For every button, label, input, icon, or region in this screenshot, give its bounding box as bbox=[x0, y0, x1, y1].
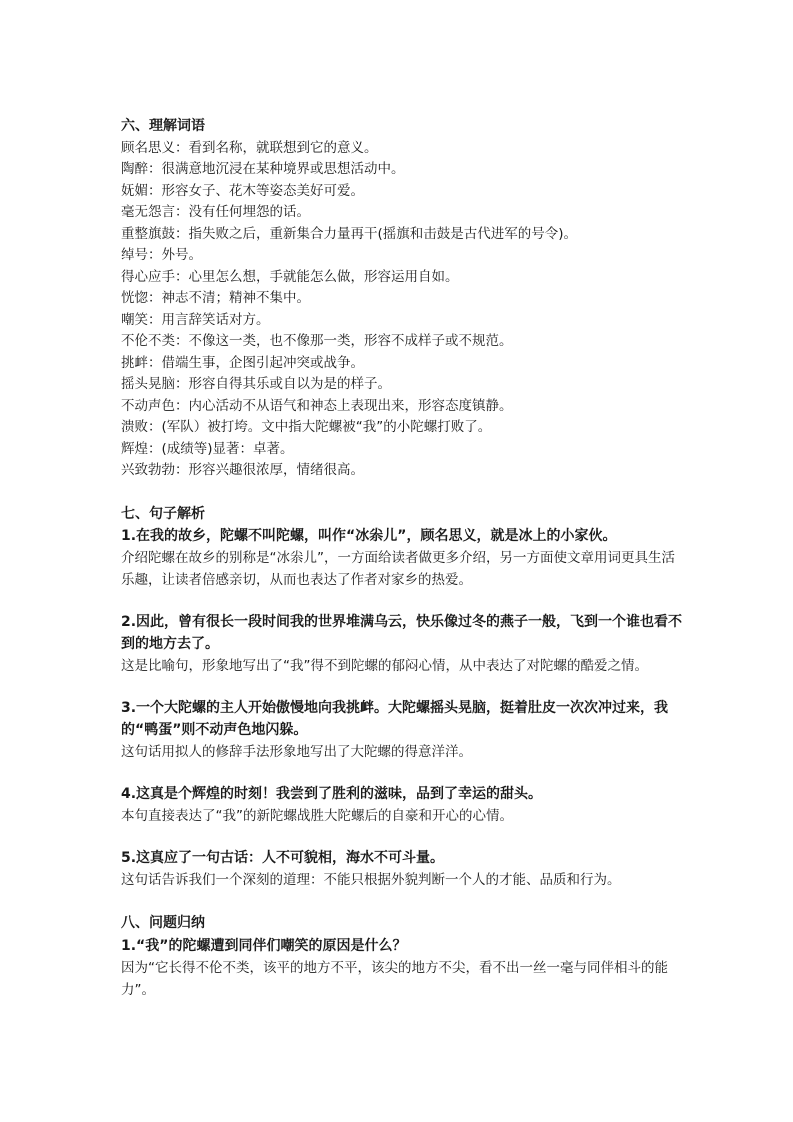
sentence-question: 3.一个大陀螺的主人开始傲慢地向我挑衅。大陀螺摇头晃脑，挺着肚皮一次次冲过来，我的“鸭蛋”则不动声色地闪躲。 bbox=[121, 700, 669, 738]
spacer bbox=[121, 677, 683, 697]
vocab-item: 兴致勃勃：形容兴趣很浓厚，情绪很高。 bbox=[121, 462, 364, 478]
spacer bbox=[121, 827, 683, 847]
spacer bbox=[121, 591, 683, 611]
vocab-item: 不伦不类：不像这一类，也不像那一类，形容不成样子或不规范。 bbox=[121, 333, 513, 349]
section-heading: 六、理解词语 bbox=[121, 118, 205, 134]
section-heading: 八、问题归纳 bbox=[121, 915, 205, 931]
section-vocabulary bbox=[121, 116, 683, 482]
vocab-item: 顾名思义：看到名称，就联想到它的意义。 bbox=[121, 139, 378, 156]
section-heading: 七、句子解析 bbox=[121, 505, 205, 522]
summary-answer: 因为“它长得不伦不类，该平的地方不平，该尖的地方不尖，看不出一丝一毫与同伴相斗的能力”。 bbox=[121, 959, 668, 998]
vocab-item: 毫无怨言：没有任何埋怨的话。 bbox=[121, 204, 310, 220]
vocab-item: 辉煌：(成绩等)显著：卓著。 bbox=[121, 440, 294, 457]
vocab-item: 溃败：(军队）被打垮。文中指大陀螺被“我”的小陀螺打败了。 bbox=[121, 419, 492, 435]
vocab-item: 妩媚：形容女子、花木等姿态美好可爱。 bbox=[121, 182, 364, 199]
sentence-answer: 本句直接表达了“我”的新陀螺战胜大陀螺后的自豪和开心的心情。 bbox=[121, 808, 513, 824]
sentence-question: 5.这真应了一句古话：人不可貌相，海水不可斗量。 bbox=[121, 850, 445, 866]
spacer bbox=[121, 891, 683, 913]
sentence-question: 1.在我的故乡，陀螺不叫陀螺，叫作“冰尜儿”，顾名思义，就是冰上的小家伙。 bbox=[121, 528, 617, 544]
sentence-answer: 这是比喻句，形象地写出了“我”得不到陀螺的郁闷心情，从中表达了对陀螺的酷爱之情。 bbox=[121, 658, 648, 674]
vocab-item: 嘲笑：用言辞笑话对方。 bbox=[121, 311, 270, 328]
spacer bbox=[121, 763, 683, 783]
summary-question: 1.“我”的陀螺遭到同伴们嘲笑的原因是什么？ bbox=[121, 937, 407, 954]
section-question-summary bbox=[121, 913, 683, 1001]
sentence-question: 2.因此，曾有很长一段时间我的世界堆满乌云，快乐像过冬的燕子一般，飞到一个谁也看不到的地方去了。 bbox=[121, 614, 683, 652]
vocab-item: 恍惚：神志不清；精神不集中。 bbox=[121, 290, 310, 306]
sentence-answer: 介绍陀螺在故乡的别称是“冰尜儿”，一方面给读者做更多介绍，另一方面使文章用词更具生活乐趣，让读者倍感亲切，从而也表达了作者对家乡的热爱。 bbox=[121, 550, 675, 588]
section-sentence-analysis bbox=[121, 504, 683, 892]
vocab-item: 得心应手：心里怎么想，手就能怎么做，形容运用自如。 bbox=[121, 268, 459, 285]
vocab-item: 挑衅：借端生事，企图引起冲突或战争。 bbox=[121, 354, 364, 371]
vocab-item: 重整旗鼓：指失败之后，重新集合力量再干(摇旗和击鼓是古代进军的号令)。 bbox=[121, 225, 578, 242]
vocab-item: 摇头晃脑：形容自得其乐或自以为是的样子。 bbox=[121, 376, 391, 392]
vocab-item: 陶醉：很满意地沉浸在某种境界或思想活动中。 bbox=[121, 161, 405, 177]
sentence-question: 4.这真是个辉煌的时刻！我尝到了胜利的滋味，品到了幸运的甜头。 bbox=[121, 786, 543, 802]
vocab-item: 不动声色：内心活动不从语气和神态上表现出来，形容态度镇静。 bbox=[121, 397, 513, 414]
sentence-answer: 这句话用拟人的修辞手法形象地写出了大陀螺的得意洋洋。 bbox=[121, 744, 472, 760]
sentence-answer: 这句话告诉我们一个深刻的道理：不能只根据外貌判断一个人的才能、品质和行为。 bbox=[121, 872, 621, 888]
spacer bbox=[121, 482, 683, 504]
vocab-item: 绰号：外号。 bbox=[121, 247, 202, 263]
